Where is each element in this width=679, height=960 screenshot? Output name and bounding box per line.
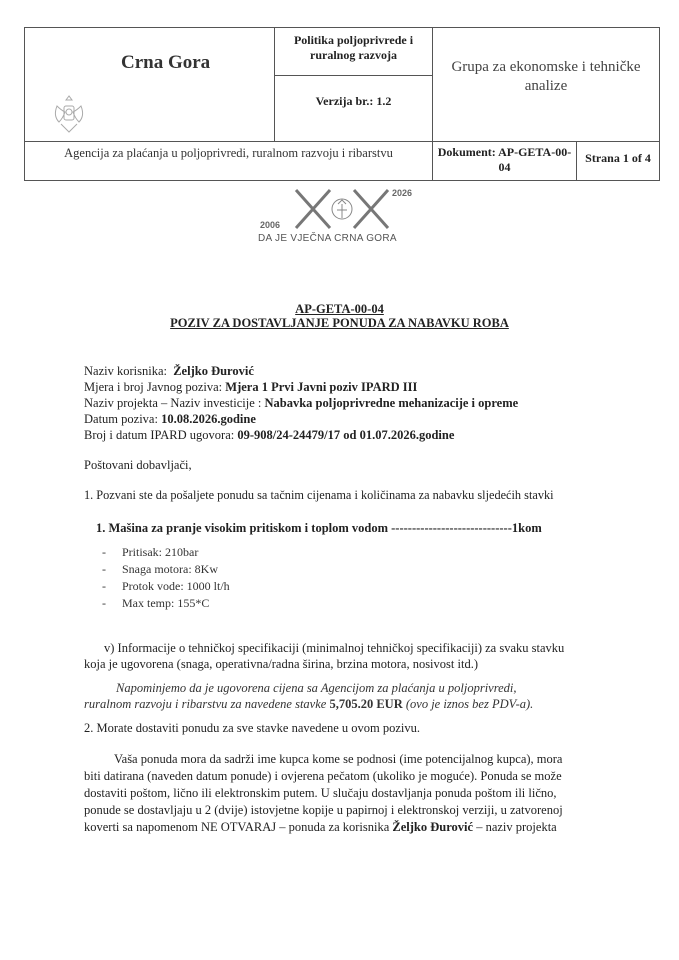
user-value: Željko Đurović	[173, 364, 254, 378]
policy-name: Politika poljoprivrede i ruralnog razvoja	[293, 33, 414, 62]
anniversary-logo	[252, 186, 432, 246]
xx-logo-icon	[290, 186, 394, 232]
spec-item: - Snaga motora: 8Kw	[102, 562, 218, 576]
contract-value: 09-908/24-24479/17 od 01.07.2026.godine	[237, 428, 455, 442]
date-line	[84, 412, 256, 427]
document-title: POZIV ZA DOSTAVLJANJE PONUDA ZA NABAVKU ROBA	[170, 316, 509, 330]
paragraph-line: Vaša ponuda mora da sadrži ime kupca kome se podnosi (ime potencijalnog kupca), mora	[114, 752, 563, 766]
country-name: Crna Gora	[121, 52, 211, 73]
measure-label: Mjera i broj Javnog poziva:	[84, 380, 223, 394]
date-label: Datum poziva:	[84, 412, 158, 426]
price-note-line-2: ruralnom razvoju i ribarstvu za navedene stavke 5,705.20 EUR (ovo je iznos bez PDV-a).	[84, 697, 534, 711]
item-one: 1. Mašina za pranje visokim pritiskom i toplom vodom -----------------------------1kom	[96, 521, 542, 535]
user-name-inline: Željko Đurović	[392, 820, 474, 834]
agency-name: Agencija za plaćanja u poljoprivredi, ruralnom razvoju i ribarstvu	[64, 146, 393, 160]
price-note-line-1: Napominjemo da je ugovorena cijena sa Agencijom za plaćanja u poljoprivredi,	[116, 681, 517, 695]
paragraph-line: koverti sa napomenom NE OTVARAJ – ponuda za korisnika Željko Đurović – naziv projekta	[84, 820, 557, 834]
contract-label: Broj i datum IPARD ugovora:	[84, 428, 235, 442]
point-one: 1. Pozvani ste da pošaljete ponudu sa tačnim cijenama i količinama za nabavku sljedećih stavki	[84, 488, 554, 502]
document-header-table	[24, 27, 660, 181]
motto: DA JE VJEČNA CRNA GORA	[258, 233, 397, 244]
user-line	[84, 364, 254, 379]
paragraph-line: biti datirana (naveden datum ponude) i ovjerena pečatom (ukoliko je moguće). Ponuda se može	[84, 769, 562, 783]
project-value: Nabavka poljoprivredne mehanizacije i opreme	[264, 396, 519, 410]
agency-cell	[25, 142, 433, 180]
group-name: Grupa za ekonomske i tehničke analize	[451, 59, 641, 94]
user-label: Naziv korisnika:	[84, 364, 167, 378]
project-label: Naziv projekta – Naziv investicije :	[84, 396, 262, 410]
contract-line	[84, 428, 454, 443]
measure-value: Mjera 1 Prvi Javni poziv IPARD III	[225, 380, 418, 394]
spec-item: - Protok vode: 1000 lt/h	[102, 579, 230, 593]
spec-item: - Max temp: 155*C	[102, 596, 210, 610]
measure-line	[84, 380, 417, 395]
country-cell	[25, 28, 275, 141]
start-year: 2006	[260, 220, 281, 230]
point-two: 2. Morate dostaviti ponudu za sve stavke navedene u ovom pozivu.	[84, 721, 421, 735]
contract-amount: 5,705.20 EUR	[329, 697, 403, 711]
document-code-title: AP-GETA-00-04	[295, 302, 384, 316]
project-line	[84, 396, 518, 411]
policy-cell	[275, 28, 433, 141]
tech-spec-line-2: koja je ugovorena (snaga, operativna/radna širina, brzina motora, nosivost itd.)	[84, 657, 478, 671]
tech-spec-line-1: v) Informacije o tehničkoj specifikaciji (minimalnoj tehničkoj specifikaciji) za svaku stavku	[104, 641, 565, 655]
document-code: Dokument: AP-GETA-00-04	[437, 145, 572, 174]
date-value: 10.08.2026.godine	[161, 412, 256, 426]
paragraph-line: ponude se dostavljaju u 2 (dvije) istovjetne kopije u papirnoj i elektronskoj verziji, u zatvorenoj	[84, 803, 563, 817]
greeting: Poštovani dobavljači,	[84, 458, 192, 472]
group-cell	[433, 28, 659, 141]
coat-of-arms-icon	[49, 92, 89, 136]
paragraph-line: dostaviti poštom, lično ili elektronskim putem. U slučaju dostavljanja ponuda poštom ili lično,	[84, 786, 557, 800]
page-number-cell	[577, 142, 659, 180]
document-code-cell	[433, 142, 577, 180]
version-number: Verzija br.: 1.2	[315, 94, 392, 108]
page-number: Strana 1 of 4	[585, 151, 651, 165]
end-year: 2026	[392, 188, 413, 198]
spec-item: - Pritisak: 210bar	[102, 545, 199, 559]
